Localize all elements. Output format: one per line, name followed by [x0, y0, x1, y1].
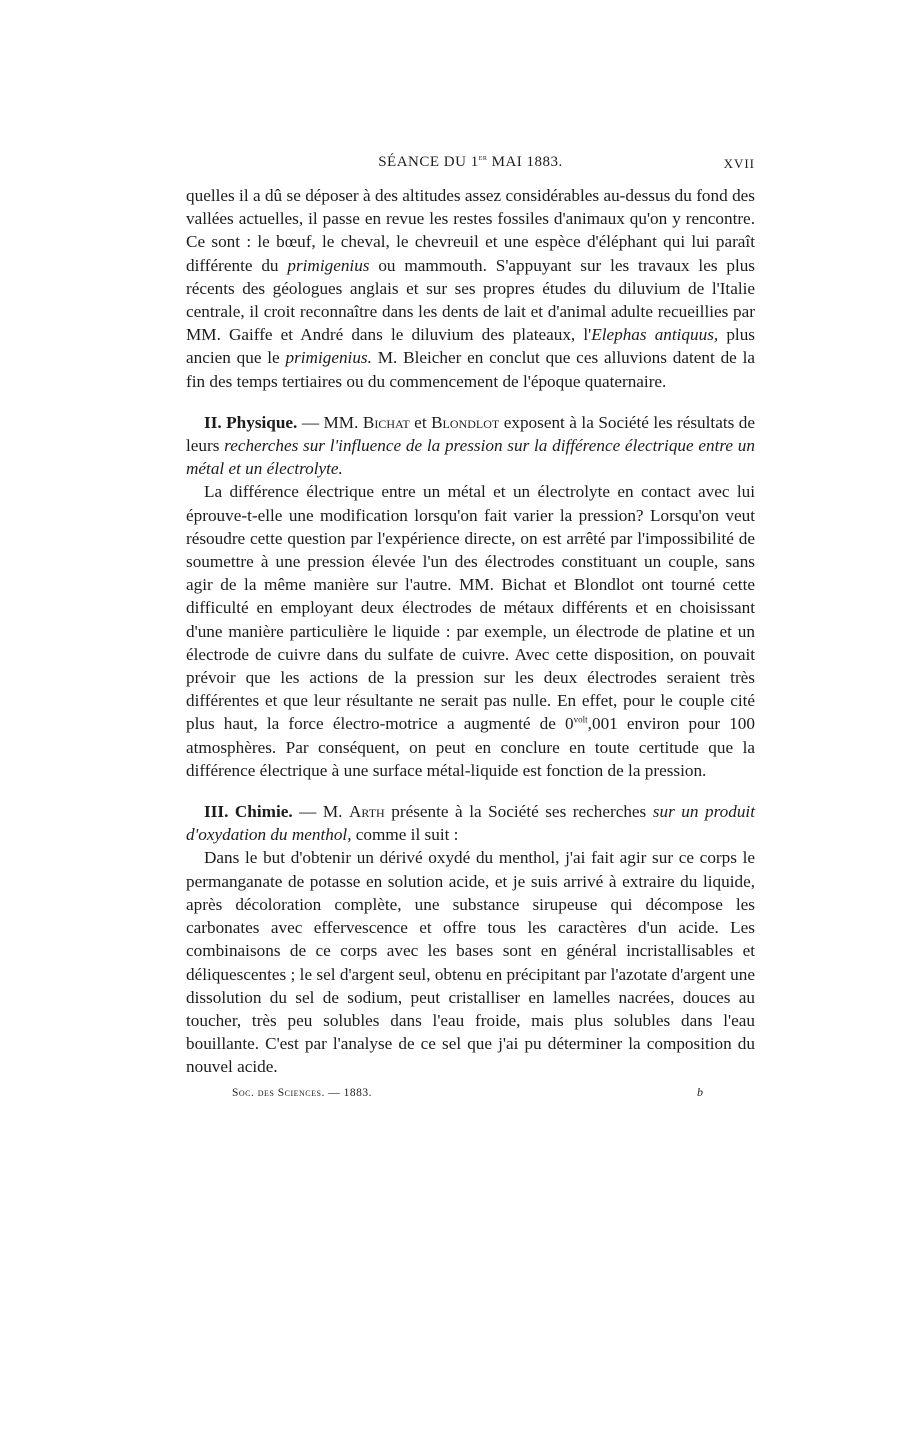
section-label-chimie: III. Chimie. [204, 802, 293, 822]
page-number: XVII [723, 156, 755, 171]
footer-signature: Soc. des Sciences. — 1883. [232, 1086, 372, 1099]
paragraph-physique-heading: II. Physique. — MM. Bichat et Blondlot exposent à la Société les résultats de leurs recherches sur l'influence de la pression sur la différence électrique entre un métal et un électrolyte. [186, 412, 756, 479]
footer-sheet-mark: b [697, 1084, 703, 1099]
paragraph-chimie-body: Dans le but d'obtenir un dérivé oxydé du menthol, j'ai fait agir sur ce corps le permanganate de potasse en solution acide, et je suis arrivé à extraire du liquide, après décoloration complète, une substance sirupeuse qui décompose les carbonates avec effervescence et offre tous les caractères d'un acide. Les combinaisons de ce corps avec les bases sont en général incristallisables et déliquescentes ; le sel d'argent seul, obtenu en précipitant par l'azotate d'argent une dissolution du sel de sodium, peut cristalliser en lamelles nacrées, douces au toucher, très peu solubles dans l'eau froide, mais plus solubles dans l'eau bouillante. C'est par l'analyse de ce sel que j'ai pu déterminer la composition du nouvel acide. [186, 848, 755, 1077]
paragraph-physique-body: La différence électrique entre un métal et un électrolyte en contact avec lui éprouve-t-elle une modification lorsqu'on fait varier la pression? Lorsqu'on veut résoudre cette question par l'expérience directe, on est arrêté par l'impossibilité de soumettre à une pression élevée l'un des électrodes constituant un couple, sans agir de la même manière sur l'autre. MM. Bichat et Blondlot ont tourné cette difficulté en employant deux électrodes de métaux différents et en choisissant d'une manière particulière le liquide : par exemple, un électrode de platine et un électrode de cuivre dans du sulfate de cuivre. Avec cette disposition, on pouvait prévoir que les actions de la pression sur les deux électrodes seraient très différentes et que leur résultante ne serait pas nulle. En effet, pour le couple cité plus haut, la force électro-motrice a augmenté de $0^{volt},001$ environ pour 100 atmosphères. Par conséquent, on peut en conclure en toute certitude que la différence électrique à une surface métal-liquide est fonction de la pression. [186, 482, 755, 780]
page-header [186, 150, 755, 184]
running-head: SÉANCE DU 1er MAI 1883. [378, 152, 563, 170]
section-label-physique: II. Physique. [204, 412, 298, 432]
paragraph-chimie-heading: III. Chimie. — M. Arth présente à la Société ses recherches sur un produit d'oxydation du menthol, comme il suit : [186, 802, 755, 845]
page-footer [186, 1085, 755, 1105]
page [186, 150, 755, 1105]
paragraph-geology-continued: quelles il a dû se déposer à des altitudes assez considérables au-dessus du fond des vallées actuelles, il passe en revue les restes fossiles d'animaux qu'on y rencontre. Ce sont : le bœuf, le cheval, le chevreuil et une espèce d'éléphant qui lui paraît différente du primigenius ou mammouth. S'appuyant sur les travaux les plus récents des géologues anglais et sur ses propres études du diluvium de l'Italie centrale, il croit reconnaître dans les dents de lait et d'animal adulte recueillies par MM. Gaiffe et André dans le diluvium des plateaux, l'Elephas antiquus, plus ancien que le primigenius. M. Bleicher en conclut que ces alluvions datent de la fin des temps tertiaires ou du commencement de l'époque quaternaire. [186, 186, 755, 391]
